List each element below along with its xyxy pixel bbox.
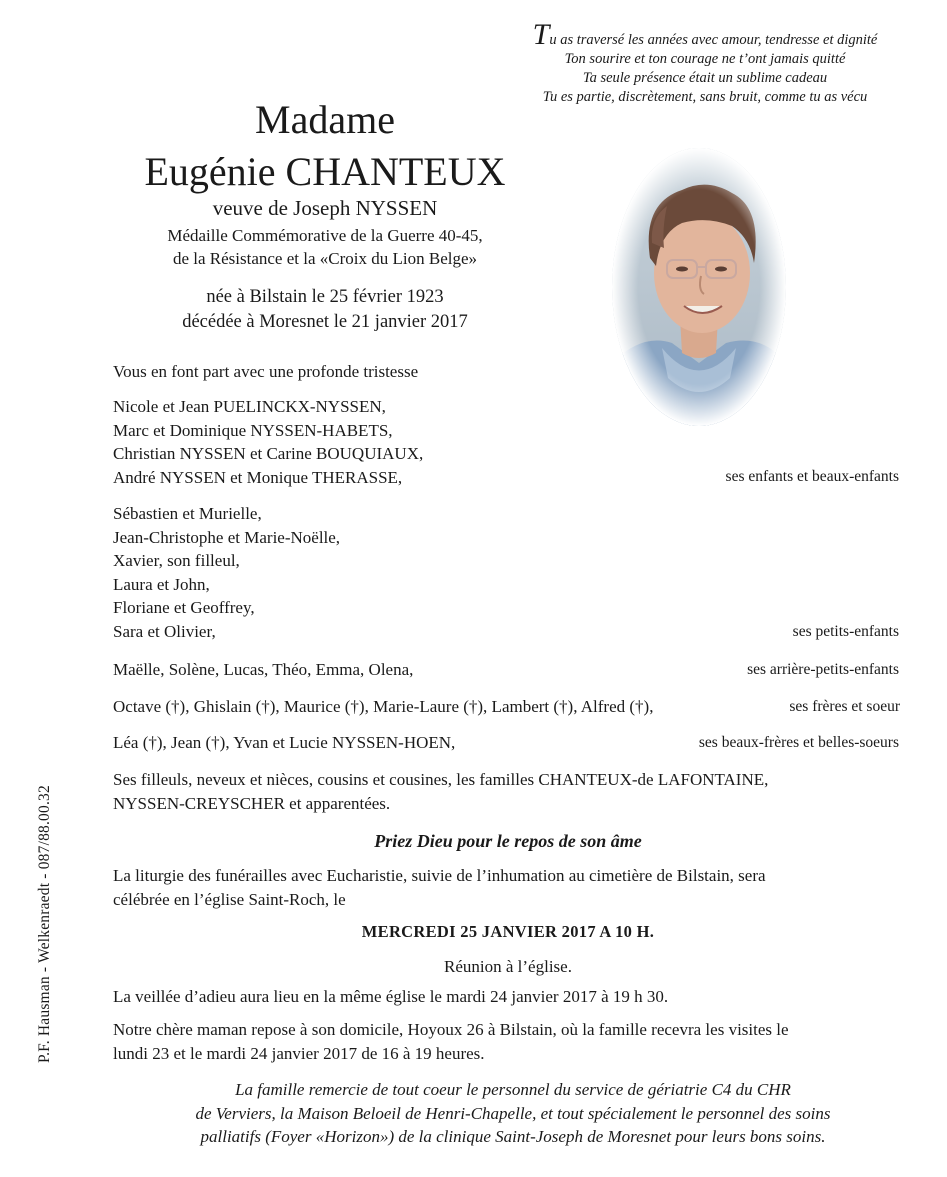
thanks-line-2: de Verviers, la Maison Beloeil de Henri-Chapelle, et tout spécialement le personnel des soins: [195, 1103, 831, 1123]
extended-family: [113, 768, 913, 815]
thanks-line-3: palliatifs (Foyer «Horizon») de la clinique Saint-Joseph de Moresnet pour leurs bons soins.: [200, 1127, 826, 1146]
prayer: Priez Dieu pour le repos de son âme: [374, 831, 642, 851]
list-item: Jean-Christophe et Marie-Noëlle,: [113, 527, 341, 547]
list-item: Nicole et Jean PUELINCKX-NYSSEN,: [113, 397, 386, 416]
life-dates: [105, 285, 545, 335]
poem-dropcap: T: [532, 18, 550, 51]
relation-children: ses enfants et beaux-enfants: [725, 468, 899, 485]
list-item: Floriane et Geoffrey,: [113, 598, 255, 617]
death-date: décédée à Moresnet le 21 janvier 2017: [182, 312, 468, 332]
poem: [505, 18, 905, 107]
funeral-home-credit: P.F. Hausman - Welkenraedt - 087/88.00.32: [36, 785, 53, 1063]
list-item: André NYSSEN et Monique THERASSE,: [113, 467, 403, 487]
title-madame: Madame: [255, 97, 395, 142]
in-laws-names: Léa (†), Jean (†), Yvan et Lucie NYSSEN-HOEN,: [113, 733, 456, 752]
siblings-names: Octave (†), Ghislain (†), Maurice (†), Marie-Laure (†), Lambert (†), Alfred (†),: [113, 697, 654, 716]
list-item: Christian NYSSEN et Carine BOUQUIAUX,: [113, 444, 424, 463]
relation-grandchildren: ses petits-enfants: [792, 623, 899, 640]
poem-line-1-text: u as traversé les années avec amour, tendresse et dignité: [549, 32, 878, 48]
vigil-line: La veillée d’adieu aura lieu en la même église le mardi 24 janvier 2017 à 19 h 30.: [113, 987, 669, 1006]
intro-text: Vous en font part avec une profonde tristesse: [113, 362, 419, 381]
meeting-text: Réunion à l’église.: [444, 957, 572, 976]
relation-great-grandchildren: ses arrière-petits-enfants: [747, 661, 899, 678]
medal-line-1: Médaille Commémorative de la Guerre 40-45,: [167, 226, 483, 245]
medal-text: [105, 224, 545, 270]
poem-line-2: Ton sourire et ton courage ne t’ont jamais quitté: [564, 51, 846, 67]
relation-siblings: ses frères et soeur: [789, 698, 900, 715]
rest-line-1: Notre chère maman repose à son domicile, Hoyoux 26 à Bilstain, où la famille recevra les visites le: [113, 1020, 789, 1039]
list-item: Xavier, son filleul,: [113, 551, 240, 570]
liturgy-line-2: célébrée en l’église Saint-Roch, le: [113, 889, 346, 909]
liturgy-text: [113, 864, 913, 911]
liturgy-line-1: La liturgie des funérailles avec Eucharistie, suivie de l’inhumation au cimetière de Bilstain, sera: [113, 866, 766, 885]
poem-line-3: Ta seule présence était un sublime cadeau: [582, 70, 828, 86]
extended-family-line-2: NYSSEN-CREYSCHER et apparentées.: [113, 793, 391, 813]
rest-text: [113, 1018, 913, 1065]
widow-of: veuve de Joseph NYSSEN: [212, 196, 438, 220]
poem-line-1: [505, 18, 905, 51]
poem-line-4: Tu es partie, discrètement, sans bruit, comme tu as vécu: [542, 89, 868, 105]
list-item: Sara et Olivier,: [113, 621, 216, 641]
children-list: [113, 395, 423, 489]
great-grandchildren-names: Maëlle, Solène, Lucas, Théo, Emma, Olena,: [113, 660, 414, 679]
rest-line-2: lundi 23 et le mardi 24 janvier 2017 de 16 à 19 heures.: [113, 1043, 485, 1063]
extended-family-line-1: Ses filleuls, neveux et nièces, cousins et cousines, les familles CHANTEUX-de LAFONTAINE,: [113, 770, 769, 789]
portrait-photo: [612, 148, 786, 426]
portrait-illustration: [612, 148, 786, 426]
list-item: Sébastien et Murielle,: [113, 504, 262, 523]
vigil-text: [113, 985, 913, 1009]
thanks-text: [113, 1078, 913, 1149]
thanks-line-1: La famille remercie de tout coeur le personnel du service de gériatrie C4 du CHR: [235, 1080, 791, 1099]
list-item: Laura et John,: [113, 574, 210, 594]
ceremony-date: MERCREDI 25 JANVIER 2017 A 10 H.: [361, 922, 655, 941]
medal-line-2: de la Résistance et la «Croix du Lion Belge»: [172, 249, 478, 268]
deceased-name: Eugénie CHANTEUX: [144, 149, 506, 194]
grandchildren-list: [113, 502, 340, 643]
list-item: Marc et Dominique NYSSEN-HABETS,: [113, 420, 393, 440]
relation-in-laws: ses beaux-frères et belles-soeurs: [698, 734, 899, 751]
birth-date: née à Bilstain le 25 février 1923: [206, 287, 444, 307]
